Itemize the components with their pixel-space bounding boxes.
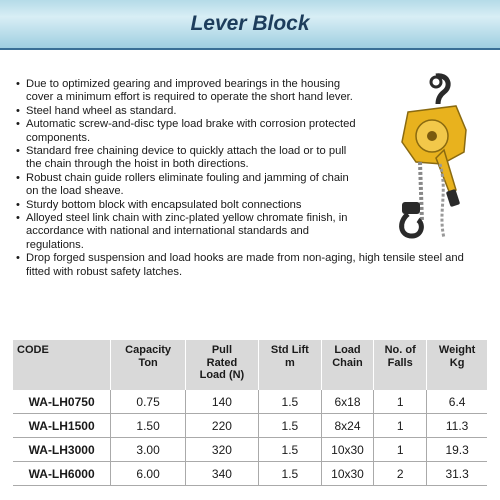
table-row <box>13 438 487 462</box>
column-header-std-lift: Std Lift m <box>258 340 321 390</box>
feature-item: • Automatic screw-and-disc type load brake with corrosion protected components. <box>16 118 356 145</box>
cell-pull: 220 <box>185 414 258 438</box>
cell-code: WA-LH6000 <box>13 462 111 486</box>
cell-weight: 11.3 <box>427 414 487 438</box>
column-header-capacity: Capacity Ton <box>111 340 186 390</box>
feature-item: • Steel hand wheel as standard. <box>16 105 356 118</box>
cell-load-chain: 6x18 <box>321 390 373 414</box>
cell-falls: 1 <box>374 438 427 462</box>
column-header-pull: Pull Rated Load (N) <box>185 340 258 390</box>
column-header-load-chain: Load Chain <box>321 340 373 390</box>
cell-weight: 31.3 <box>427 462 487 486</box>
cell-code: WA-LH3000 <box>13 438 111 462</box>
slack-chain <box>440 164 444 238</box>
cell-load-chain: 10x30 <box>321 462 373 486</box>
cell-pull: 320 <box>185 438 258 462</box>
feature-item: • Robust chain guide rollers eliminate fouling and jamming of chain on the load sheave. <box>16 172 356 199</box>
table-header-row <box>13 340 487 390</box>
feature-item: • Due to optimized gearing and improved bearings in the housing cover a minimum effort is required to operate the short hand lever. <box>16 78 356 105</box>
cell-load-chain: 8x24 <box>321 414 373 438</box>
table-row <box>13 414 487 438</box>
column-header-falls: No. of Falls <box>374 340 427 390</box>
cell-falls: 1 <box>374 390 427 414</box>
cell-falls: 1 <box>374 414 427 438</box>
cell-weight: 6.4 <box>427 390 487 414</box>
cell-load-chain: 10x30 <box>321 438 373 462</box>
cell-capacity: 6.00 <box>111 462 186 486</box>
lever-hoist-illustration <box>378 72 488 242</box>
table-row <box>13 462 487 486</box>
title-banner <box>0 0 500 50</box>
feature-item: • Alloyed steel link chain with zinc-plated yellow chromate finish, in accordance with national and international standards and regulations. <box>16 212 356 252</box>
cell-std-lift: 1.5 <box>258 390 321 414</box>
cell-std-lift: 1.5 <box>258 414 321 438</box>
feature-item: • Sturdy bottom block with encapsulated bolt connections <box>16 199 356 212</box>
feature-item: • Standard free chaining device to quickly attach the load or to pull the chain through the hoist in both directions. <box>16 145 356 172</box>
cell-code: WA-LH1500 <box>13 414 111 438</box>
cell-capacity: 0.75 <box>111 390 186 414</box>
bottom-block <box>402 202 420 214</box>
cell-std-lift: 1.5 <box>258 462 321 486</box>
cell-pull: 140 <box>185 390 258 414</box>
page-title: Lever Block <box>190 12 310 35</box>
column-header-code: CODE <box>13 340 111 390</box>
cell-capacity: 3.00 <box>111 438 186 462</box>
spec-table <box>13 340 487 486</box>
load-chain <box>420 162 422 222</box>
bottom-hook <box>402 214 422 236</box>
cell-pull: 340 <box>185 462 258 486</box>
cell-weight: 19.3 <box>427 438 487 462</box>
top-hook-eye <box>431 77 441 87</box>
feature-item: • Drop forged suspension and load hooks are made from non-aging, high tensile steel and fitted with robust safety latches. <box>16 252 490 279</box>
column-header-weight: Weight Kg <box>427 340 487 390</box>
cell-falls: 2 <box>374 462 427 486</box>
cell-std-lift: 1.5 <box>258 438 321 462</box>
table-row <box>13 390 487 414</box>
cell-code: WA-LH0750 <box>13 390 111 414</box>
cell-capacity: 1.50 <box>111 414 186 438</box>
